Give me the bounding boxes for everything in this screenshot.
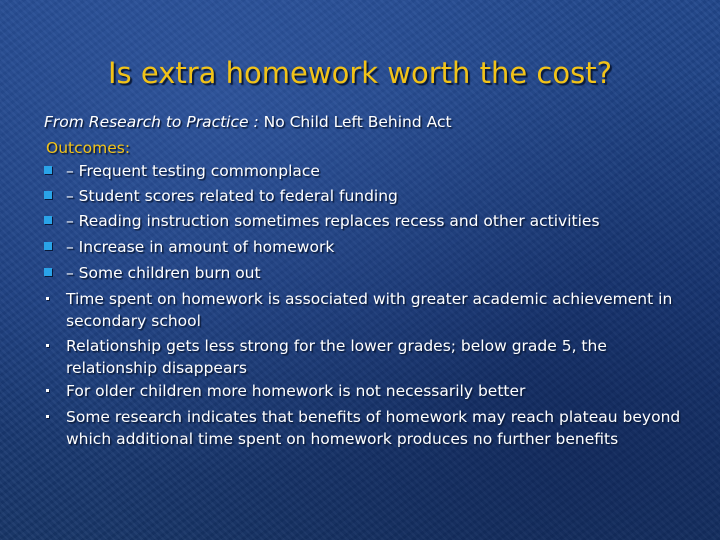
research-item-text: For older children more homework is not necessarily better (66, 382, 526, 400)
dot-bullet-icon (46, 389, 49, 392)
source-line (44, 112, 720, 132)
square-bullet-icon (44, 242, 52, 250)
source-value: No Child Left Behind Act (263, 113, 452, 131)
outcome-item-text: – Frequent testing commonplace (66, 162, 320, 180)
square-bullet-icon (44, 216, 52, 224)
square-bullet-icon (44, 191, 52, 199)
dot-bullet-icon (46, 297, 49, 300)
outcome-item-text: – Reading instruction sometimes replaces recess and other activities (66, 212, 600, 230)
research-item-text: Some research indicates that benefits of homework may reach plateau beyond which additional time spent on homework produces no further benefits (66, 408, 681, 448)
slide-title: Is extra homework worth the cost? (108, 56, 612, 90)
outcome-item-text: – Some children burn out (66, 264, 261, 282)
outcome-item-text: – Increase in amount of homework (66, 238, 335, 256)
outcomes-label: Outcomes: (46, 139, 131, 157)
dot-bullet-icon (46, 344, 49, 347)
square-bullet-icon (44, 166, 52, 174)
square-bullet-icon (44, 268, 52, 276)
outcome-item-text: – Student scores related to federal funding (66, 187, 398, 205)
dot-bullet-icon (46, 415, 49, 418)
research-item-text: Relationship gets less strong for the lower grades; below grade 5, the relationship disappears (66, 337, 607, 377)
research-item-text: Time spent on homework is associated with greater academic achievement in secondary school (66, 290, 673, 330)
source-label: From Research to Practice : (44, 113, 264, 131)
